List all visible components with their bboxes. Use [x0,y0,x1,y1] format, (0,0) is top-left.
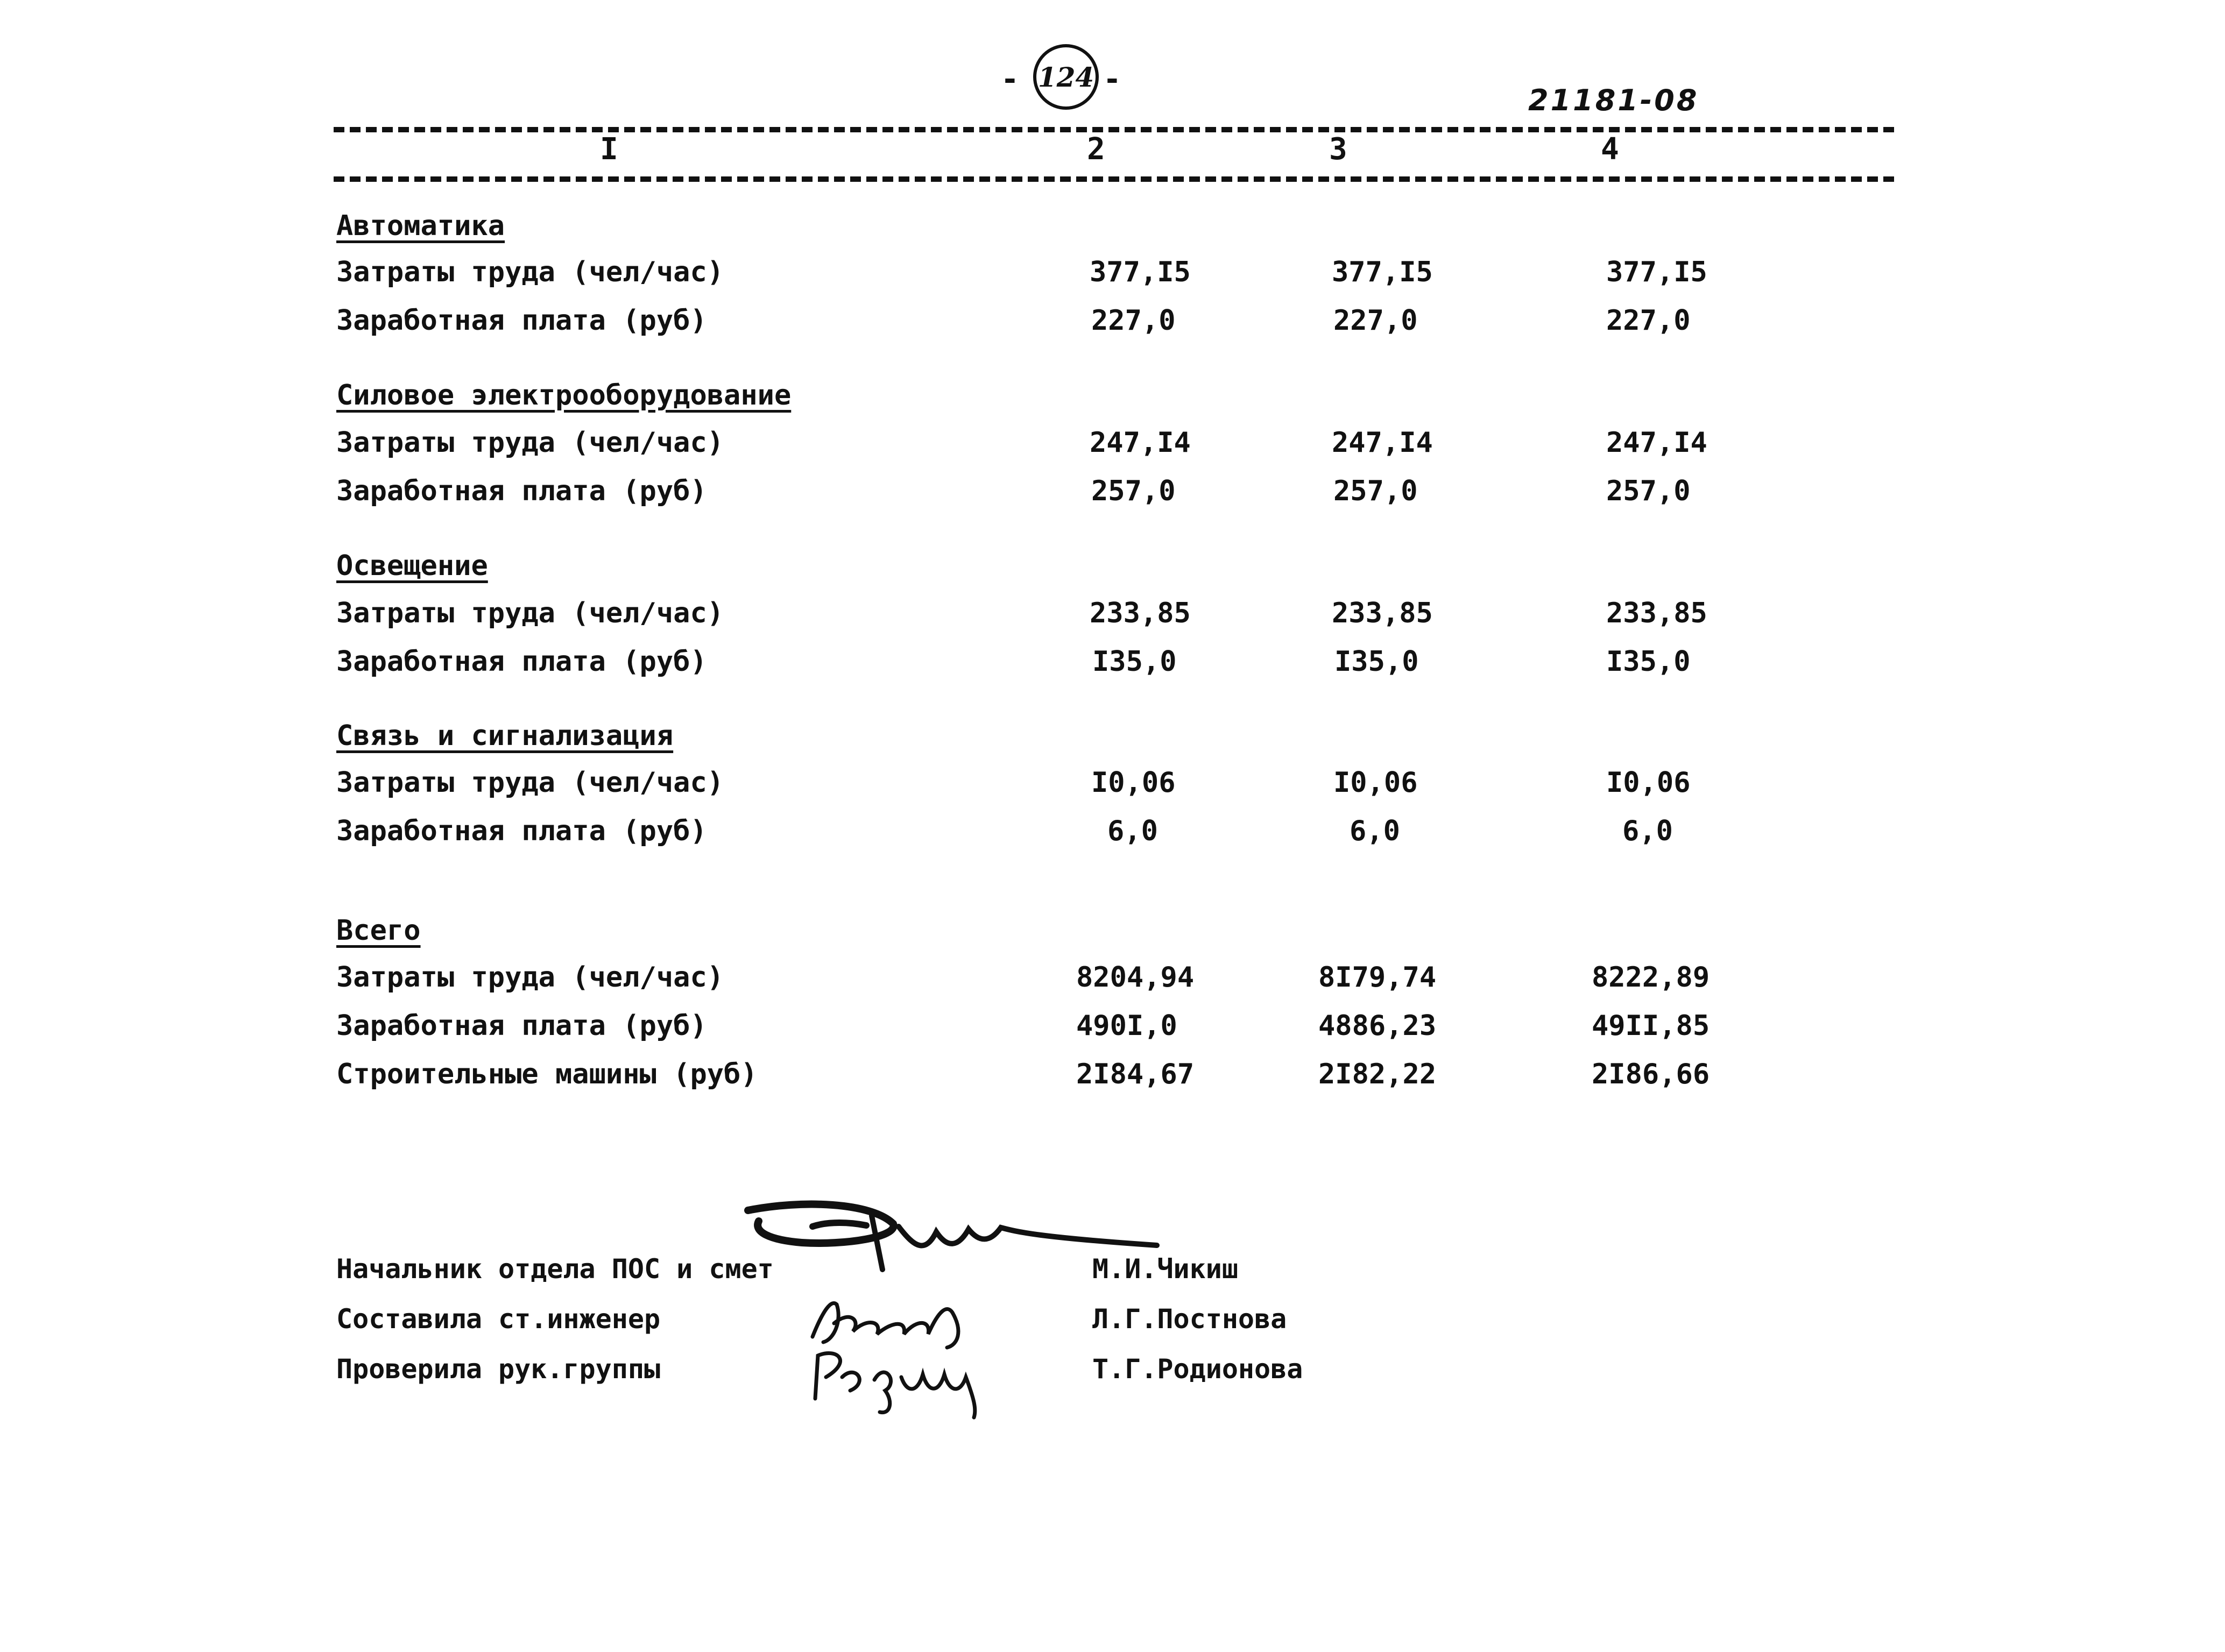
row-label: Затраты труда (чел/час) [336,961,724,994]
table-cell: 247,I4 [1606,427,1707,459]
row-label: Затраты труда (чел/час) [336,427,724,459]
signature-name: Т.Г.Родионова [1092,1353,1303,1385]
signature-role: Проверила рук.группы [336,1353,661,1385]
table-cell: 227,0 [1091,304,1176,337]
table-cell: I0,06 [1606,767,1691,799]
section-title-lighting: Освещение [336,550,488,582]
table-cell: 6,0 [1350,815,1400,847]
column-header-1: I [600,132,618,167]
table-cell: 490I,0 [1076,1010,1177,1042]
row-label: Заработная плата (руб) [336,815,707,847]
section-title-communications: Связь и сигнализация [336,720,674,752]
table-cell: 2I82,22 [1318,1058,1437,1090]
table-cell: 2I84,67 [1076,1058,1195,1090]
dash-left: - [1001,62,1019,97]
handwritten-signature-3 [804,1339,987,1422]
table-cell: 377,I5 [1606,256,1707,288]
page-number-text: 124 [1037,61,1094,93]
table-cell: 49II,85 [1592,1010,1710,1042]
table-cell: I35,0 [1092,646,1177,678]
table-cell: 257,0 [1333,475,1418,507]
row-label: Затраты труда (чел/час) [336,256,724,288]
handwritten-signature-1 [737,1194,1168,1282]
table-cell: 247,I4 [1090,427,1191,459]
table-cell: 227,0 [1333,304,1418,337]
column-header-4: 4 [1601,132,1619,167]
table-cell: I0,06 [1091,767,1176,799]
dash-right: - [1103,62,1121,97]
row-label: Заработная плата (руб) [336,646,707,678]
table-cell: 6,0 [1107,815,1158,847]
row-label: Строительные машины (руб) [336,1058,758,1090]
row-label: Заработная плата (руб) [336,1010,707,1042]
row-label: Затраты труда (чел/час) [336,767,724,799]
table-cell: 377,I5 [1090,256,1191,288]
page-number-circle [1033,44,1099,110]
signature-name: М.И.Чикиш [1092,1253,1238,1285]
table-cell: 257,0 [1606,475,1691,507]
header-rule-bottom [334,176,1894,182]
table-cell: I0,06 [1333,767,1418,799]
column-header-2: 2 [1087,132,1105,167]
table-cell: 247,I4 [1332,427,1433,459]
header-rule-top [334,127,1894,132]
signature-role: Составила ст.инженер [336,1303,661,1335]
table-cell: 377,I5 [1332,256,1433,288]
column-header-3: 3 [1329,132,1347,167]
table-cell: 2I86,66 [1592,1058,1710,1090]
table-cell: 233,85 [1606,597,1707,629]
table-cell: 227,0 [1606,304,1691,337]
signature-name: Л.Г.Постнова [1092,1303,1287,1335]
row-label: Заработная плата (руб) [336,304,707,337]
table-cell: 257,0 [1091,475,1176,507]
table-cell: 233,85 [1332,597,1433,629]
row-label: Затраты труда (чел/час) [336,597,724,629]
document-code: 21181-08 [1528,83,1699,117]
section-title-power-equipment: Силовое электрооборудование [336,379,792,412]
table-cell: I35,0 [1606,646,1691,678]
table-cell: I35,0 [1334,646,1419,678]
table-cell: 8222,89 [1592,961,1710,994]
page-number [1001,32,1135,113]
table-cell: 233,85 [1090,597,1191,629]
table-cell: 8I79,74 [1318,961,1437,994]
row-label: Заработная плата (руб) [336,475,707,507]
section-title-automation: Автоматика [336,210,505,242]
table-cell: 4886,23 [1318,1010,1437,1042]
signature-role: Начальник отдела ПОС и смет [336,1253,774,1285]
section-title-total: Всего [336,914,421,947]
table-cell: 8204,94 [1076,961,1195,994]
table-cell: 6,0 [1622,815,1673,847]
